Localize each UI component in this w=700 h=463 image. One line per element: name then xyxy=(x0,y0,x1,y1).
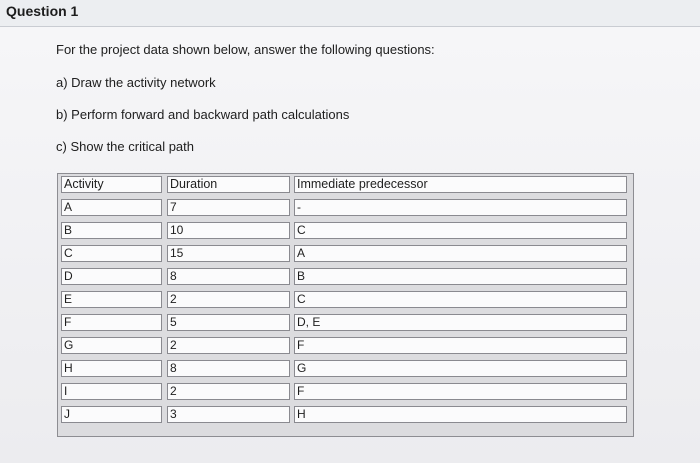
header-predecessor: Immediate predecessor xyxy=(294,176,627,193)
question-intro: For the project data shown below, answer the following questions: xyxy=(56,42,435,57)
question-part-a: a) Draw the activity network xyxy=(56,75,216,90)
table-row xyxy=(58,266,633,288)
table-row xyxy=(58,243,633,265)
predecessor-cell: - xyxy=(294,199,627,216)
table-row xyxy=(58,404,633,426)
duration-cell: 3 xyxy=(167,406,290,423)
duration-cell: 8 xyxy=(167,268,290,285)
question-header xyxy=(0,0,700,27)
predecessor-cell: D, E xyxy=(294,314,627,331)
table-row xyxy=(58,358,633,380)
duration-cell: 5 xyxy=(167,314,290,331)
question-part-b: b) Perform forward and backward path calculations xyxy=(56,107,350,122)
predecessor-cell: G xyxy=(294,360,627,377)
project-data-table xyxy=(57,173,634,437)
duration-cell: 8 xyxy=(167,360,290,377)
activity-cell: E xyxy=(61,291,162,308)
header-duration: Duration xyxy=(167,176,290,193)
predecessor-cell: F xyxy=(294,337,627,354)
activity-cell: G xyxy=(61,337,162,354)
table-row xyxy=(58,335,633,357)
duration-cell: 7 xyxy=(167,199,290,216)
predecessor-cell: C xyxy=(294,291,627,308)
question-part-c: c) Show the critical path xyxy=(56,139,195,154)
activity-cell: D xyxy=(61,268,162,285)
duration-cell: 2 xyxy=(167,337,290,354)
table-row xyxy=(58,289,633,311)
activity-cell: H xyxy=(61,360,162,377)
activity-cell: I xyxy=(61,383,162,400)
question-title: Question 1 xyxy=(6,3,79,19)
header-activity: Activity xyxy=(61,176,162,193)
duration-cell: 15 xyxy=(167,245,290,262)
predecessor-cell: F xyxy=(294,383,627,400)
table-row xyxy=(58,197,633,219)
predecessor-cell: C xyxy=(294,222,627,239)
table-header-row xyxy=(58,174,633,196)
table-row xyxy=(58,312,633,334)
activity-cell: A xyxy=(61,199,162,216)
duration-cell: 2 xyxy=(167,383,290,400)
predecessor-cell: H xyxy=(294,406,627,423)
question-content xyxy=(0,27,700,463)
table-row xyxy=(58,381,633,403)
predecessor-cell: B xyxy=(294,268,627,285)
duration-cell: 10 xyxy=(167,222,290,239)
activity-cell: B xyxy=(61,222,162,239)
predecessor-cell: A xyxy=(294,245,627,262)
activity-cell: F xyxy=(61,314,162,331)
activity-cell: J xyxy=(61,406,162,423)
table-row xyxy=(58,220,633,242)
duration-cell: 2 xyxy=(167,291,290,308)
activity-cell: C xyxy=(61,245,162,262)
